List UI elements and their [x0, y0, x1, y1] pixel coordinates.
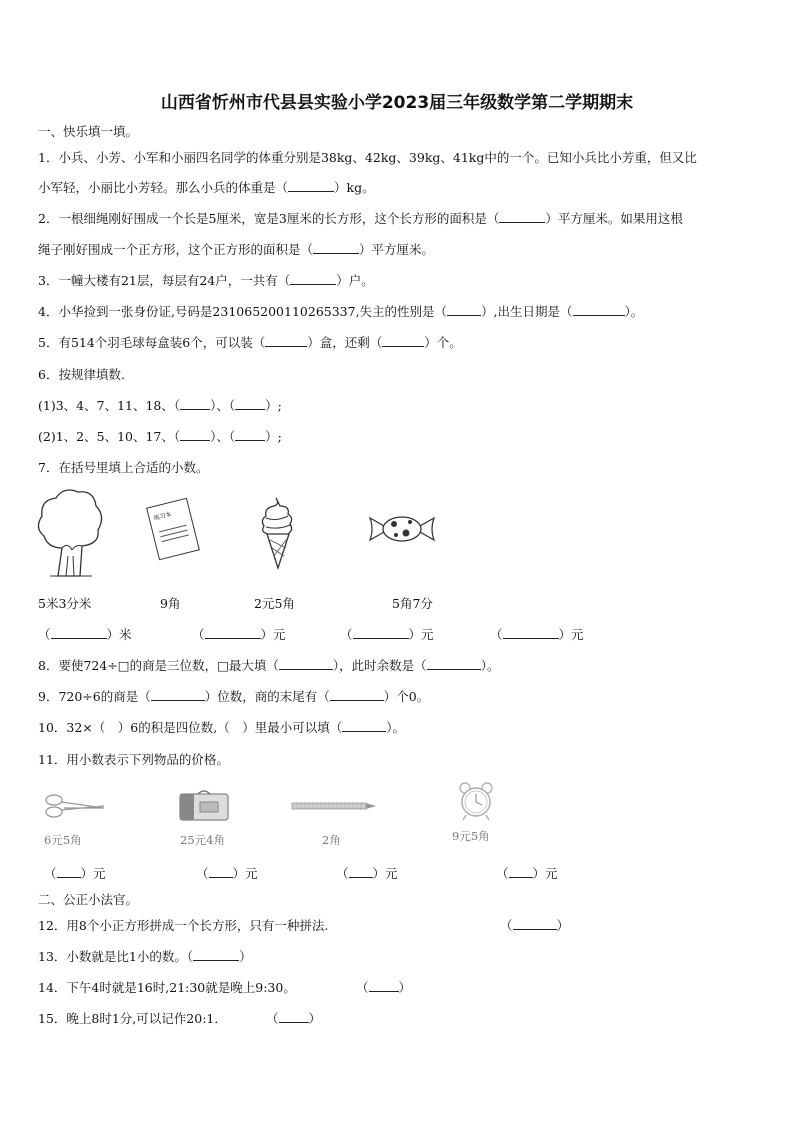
answer-blank[interactable] — [235, 398, 265, 410]
answer-blank[interactable] — [513, 918, 557, 930]
answer-blank[interactable] — [57, 866, 81, 878]
answer-blank[interactable] — [313, 242, 359, 254]
item-price: 2角 — [322, 833, 341, 847]
question-9 — [38, 687, 429, 705]
question-text: ）。 — [386, 720, 405, 735]
answer-blank[interactable] — [180, 398, 210, 410]
answer-blank[interactable] — [447, 304, 481, 316]
pencil-image — [290, 800, 378, 812]
question-text: ）平方厘米。 — [359, 242, 435, 257]
answer-blank[interactable] — [353, 627, 409, 639]
answer-row-item — [44, 864, 106, 882]
question-11-stem: 11．用小数表示下列物品的价格。 — [38, 752, 229, 767]
unit-label: ）米 — [106, 627, 132, 642]
item-price: 6元5角 — [44, 833, 82, 847]
answer-blank[interactable] — [349, 866, 373, 878]
item-price: 25元4角 — [180, 833, 225, 847]
paren: （ — [196, 866, 209, 881]
question-1-line-1: 1．小兵、小芳、小军和小丽四名同学的体重分别是38kg、42kg、39kg、41kg中的一个。已知小兵比小芳重，但又比 — [38, 150, 697, 165]
paren: （ — [356, 980, 369, 995]
question-4 — [38, 302, 643, 320]
answer-blank[interactable] — [205, 627, 261, 639]
answer-row-item — [38, 625, 132, 643]
paren: （ — [340, 627, 353, 642]
question-text: (1)3、4、7、11、18、（ — [38, 398, 181, 413]
answer-row-item — [490, 625, 584, 643]
question-text: ）kg。 — [334, 180, 375, 195]
paren: ） — [308, 1011, 322, 1026]
question-text: ）个0。 — [383, 689, 430, 704]
answer-row-item — [196, 864, 258, 882]
paren: ） — [239, 949, 252, 964]
answer-blank[interactable] — [279, 658, 333, 670]
ice-cream-image — [258, 496, 296, 570]
book-cover-text: 练习本 — [153, 511, 173, 523]
section-heading: 二、公正小法官。 — [38, 892, 139, 907]
answer-blank[interactable] — [503, 627, 559, 639]
question-14: 14．下午4时就是16时,21:30就是晚上9:30。 — [38, 980, 296, 995]
paren: （ — [38, 627, 51, 642]
judgement-box — [500, 916, 569, 934]
question-text: ）。 — [480, 658, 500, 673]
question-2-line-1 — [38, 209, 683, 227]
question-text: 4．小华捡到一张身份证,号码是231065200110265337,失主的性别是（ — [38, 304, 448, 319]
question-12: 12．用8个小正方形拼成一个长方形，只有一种拼法. — [38, 918, 329, 933]
answer-blank[interactable] — [193, 949, 239, 961]
question-10 — [38, 718, 405, 736]
answer-blank[interactable] — [235, 429, 265, 441]
unit-label: ）元 — [532, 866, 558, 881]
schoolbag-image — [176, 788, 232, 822]
question-15: 15．晚上8时1分,可以记作20:1． — [38, 1011, 227, 1026]
question-text: ）盒，还剩（ — [307, 335, 383, 350]
item-caption: 2元5角 — [254, 596, 295, 611]
question-text: ）,出生日期是（ — [481, 304, 573, 319]
unit-label: ）元 — [372, 866, 398, 881]
question-text: ）、（ — [210, 429, 236, 444]
paren: （ — [192, 627, 205, 642]
unit-label: ）元 — [408, 627, 434, 642]
question-text: 小军轻，小丽比小芳轻。那么小兵的体重是（ — [38, 180, 289, 195]
alarm-clock-image — [456, 780, 496, 822]
answer-blank[interactable] — [279, 1011, 309, 1023]
unit-label: ）元 — [232, 866, 258, 881]
question-text: ）; — [265, 398, 282, 413]
answer-blank[interactable] — [382, 335, 424, 347]
question-text: ），此时余数是（ — [332, 658, 427, 673]
judgement-box — [356, 978, 411, 996]
answer-blank[interactable] — [51, 627, 107, 639]
paren: ） — [556, 918, 570, 933]
question-text: 9．720÷6的商是（ — [38, 689, 151, 704]
question-1-line-2 — [38, 178, 375, 196]
answer-blank[interactable] — [151, 689, 205, 701]
answer-row-item — [340, 625, 434, 643]
answer-blank[interactable] — [342, 720, 386, 732]
answer-blank[interactable] — [509, 866, 533, 878]
exercise-book-image — [146, 498, 200, 561]
paren: （ — [500, 918, 513, 933]
paren: （ — [336, 866, 349, 881]
item-caption: 5角7分 — [392, 596, 433, 611]
question-text: 13．小数就是比1小的数。（ — [38, 949, 194, 964]
scissors-image — [44, 790, 108, 820]
answer-blank[interactable] — [265, 335, 307, 347]
answer-blank[interactable] — [290, 273, 336, 285]
paren: （ — [490, 627, 503, 642]
question-3 — [38, 271, 374, 289]
answer-row-item — [336, 864, 398, 882]
question-text: ）个。 — [424, 335, 462, 350]
answer-blank[interactable] — [369, 980, 399, 992]
paren: ） — [398, 980, 412, 995]
question-text: ）、（ — [210, 398, 236, 413]
question-5 — [38, 333, 462, 351]
question-text: ）平方厘米。如果用这根 — [545, 211, 683, 226]
question-8 — [38, 656, 499, 674]
question-text: ）。 — [624, 304, 644, 319]
candy-image — [366, 512, 438, 546]
item-caption: 5米3分米 — [38, 596, 92, 611]
tree-image — [36, 486, 104, 582]
paren: （ — [496, 866, 509, 881]
item-price: 9元5角 — [452, 829, 490, 843]
answer-blank[interactable] — [427, 658, 481, 670]
question-text: 绳子刚好围成一个正方形，这个正方形的面积是（ — [38, 242, 314, 257]
unit-label: ）元 — [260, 627, 286, 642]
judgement-box — [266, 1009, 321, 1027]
unit-label: ）元 — [558, 627, 584, 642]
question-text: 5．有514个羽毛球每盒装6个，可以装（ — [38, 335, 266, 350]
question-text: ）; — [265, 429, 282, 444]
page-title: 山西省忻州市代县县实验小学2023届三年级数学第二学期期末 — [160, 93, 634, 113]
paren: （ — [266, 1011, 279, 1026]
answer-blank[interactable] — [209, 866, 233, 878]
unit-label: ）元 — [80, 866, 106, 881]
paren: （ — [44, 866, 57, 881]
question-6-row-1 — [38, 396, 282, 414]
question-7-stem: 7．在括号里填上合适的小数。 — [38, 460, 209, 475]
answer-row-item — [192, 625, 286, 643]
question-6-stem: 6．按规律填数. — [38, 367, 125, 382]
question-text: 2．一根细绳刚好围成一个长是5厘米，宽是3厘米的长方形，这个长方形的面积是（ — [38, 211, 500, 226]
question-text: ）户。 — [336, 273, 374, 288]
question-6-row-2 — [38, 427, 282, 445]
question-text: ）位数，商的末尾有（ — [204, 689, 330, 704]
answer-blank[interactable] — [499, 211, 545, 223]
answer-blank[interactable] — [330, 689, 384, 701]
answer-row-item — [496, 864, 558, 882]
section-heading: 一、快乐填一填。 — [38, 124, 139, 139]
question-text: 8．要使724÷□的商是三位数，□最大填（ — [38, 658, 279, 673]
answer-blank[interactable] — [180, 429, 210, 441]
answer-blank[interactable] — [573, 304, 625, 316]
question-13 — [38, 947, 252, 965]
question-text: (2)1、2、5、10、17、（ — [38, 429, 181, 444]
item-caption: 9角 — [160, 596, 181, 611]
question-text: 10．32×（ ）6的积是四位数,（ ）里最小可以填（ — [38, 720, 343, 735]
question-2-line-2 — [38, 240, 434, 258]
answer-blank[interactable] — [288, 180, 334, 192]
question-text: 3．一幢大楼有21层，每层有24户，一共有（ — [38, 273, 291, 288]
